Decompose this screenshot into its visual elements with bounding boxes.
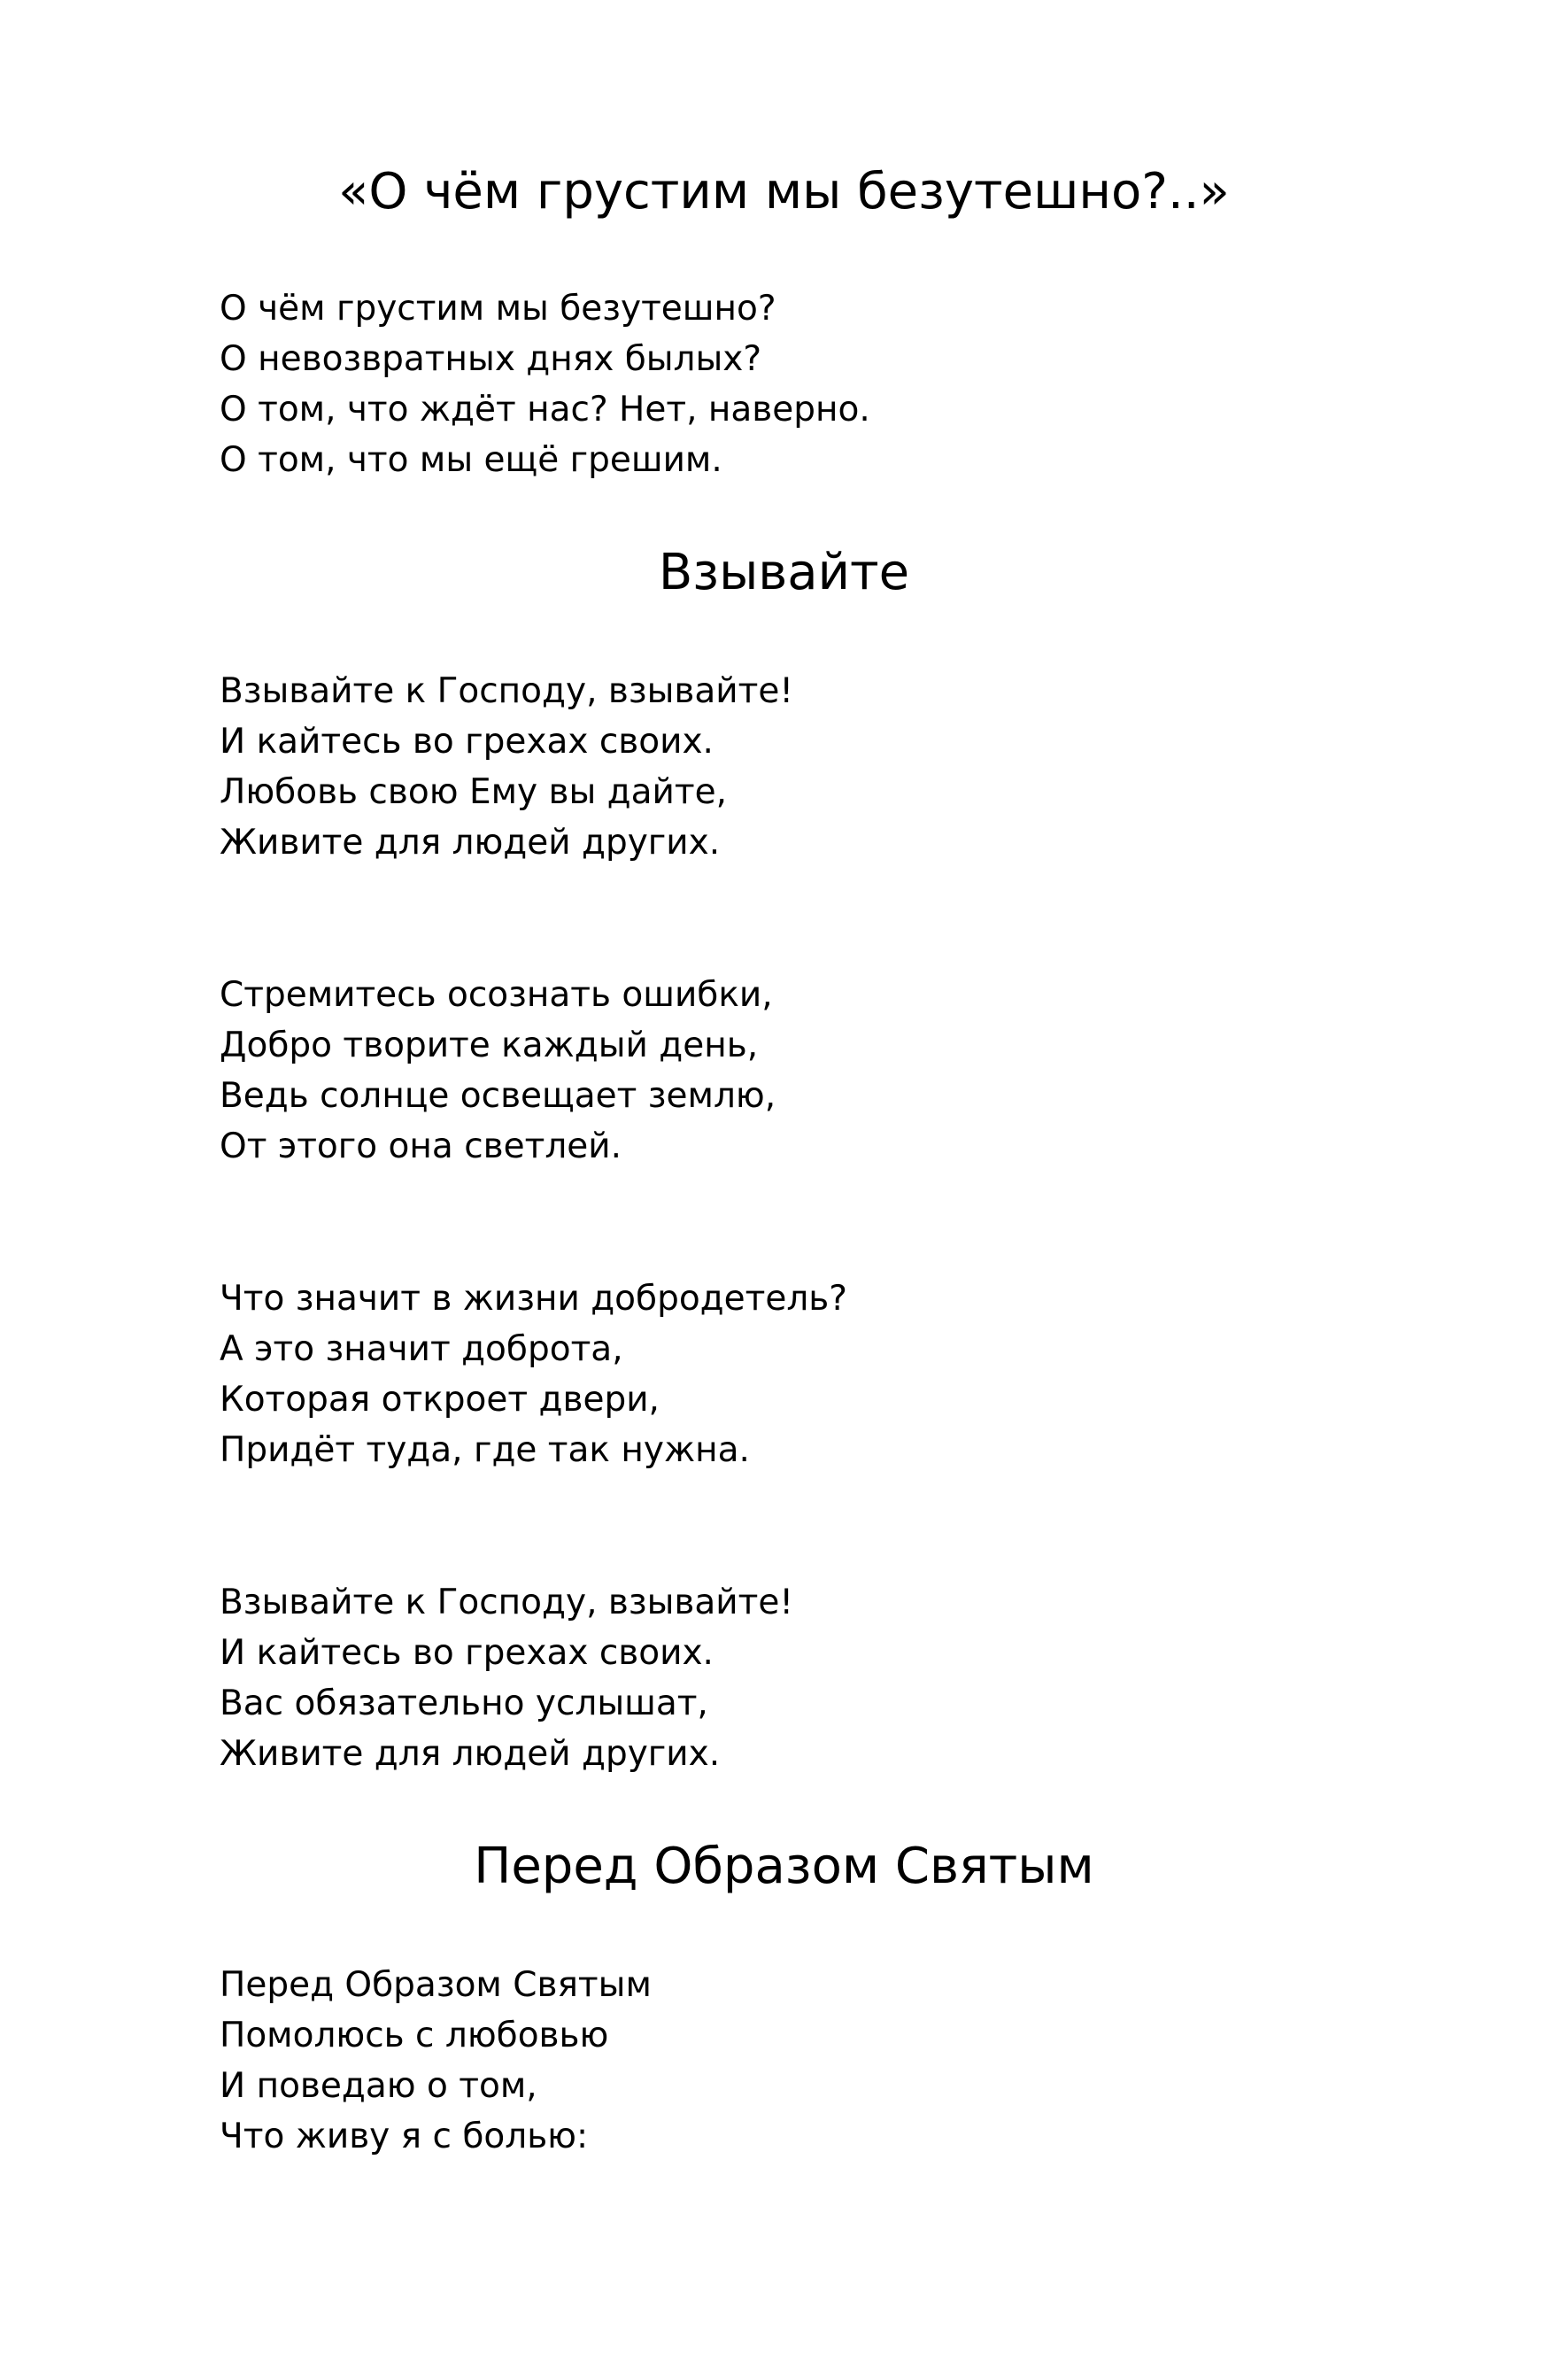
verse-line: Взывайте к Господу, взывайте! [220,671,793,711]
poem-title: Взывайте [658,544,910,601]
verse-line: Перед Образом Святым [220,1965,652,2005]
verse-line: Добро творите каждый день, [220,1026,759,1065]
verse-line: Живите для людей других. [220,1734,721,1774]
verse-line: Помолюсь с любовью [220,2016,609,2055]
verse-line: Вас обязательно услышат, [220,1683,708,1723]
stanza [220,970,776,1172]
poem-title: Перед Образом Святым [474,1838,1094,1895]
verse-line: О невозвратных днях былых? [220,339,762,379]
stanza [220,1960,652,2162]
poem-title: «О чём грустим мы безутешно?..» [338,163,1230,221]
stanza [220,283,870,485]
verse-line: Живите для людей других. [220,823,721,863]
verse-line: И кайтесь во грехах своих. [220,722,714,762]
verse-line: А это значит доброта, [220,1329,623,1369]
verse-line: Взывайте к Господу, взывайте! [220,1583,793,1622]
verse-line: О том, что мы ещё грешим. [220,440,722,480]
verse-line: О том, что ждёт нас? Нет, наверно. [220,390,870,430]
verse-line: Что значит в жизни добродетель? [220,1279,847,1319]
verse-line: О чём грустим мы безутешно? [220,289,776,329]
verse-line: И кайтесь во грехах своих. [220,1633,714,1673]
stanza [220,1273,847,1475]
verse-line: И поведаю о том, [220,2066,537,2106]
verse-line: Стремитесь осознать ошибки, [220,975,773,1015]
stanza [220,666,793,868]
verse-line: Любовь свою Ему вы дайте, [220,772,727,812]
verse-line: Которая откроет двери, [220,1380,660,1420]
verse-line: Что живу я с болью: [220,2117,589,2156]
verse-line: От этого она светлей. [220,1126,622,1166]
verse-line: Ведь солнце освещает землю, [220,1076,776,1116]
verse-line: Придёт туда, где так нужна. [220,1430,750,1470]
stanza [220,1577,793,1779]
